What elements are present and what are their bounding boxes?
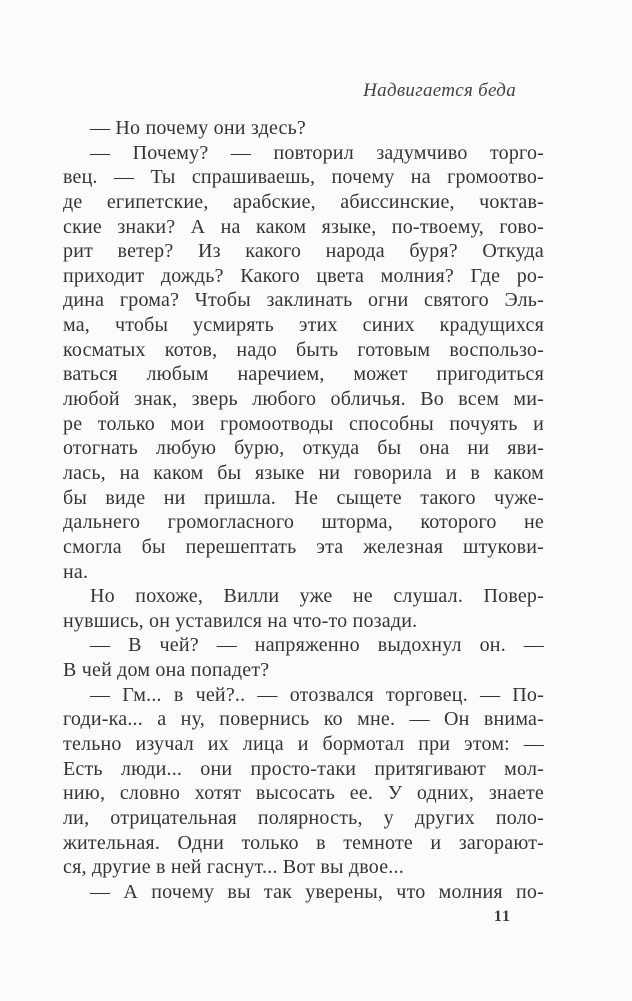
body-text [63,116,544,905]
text-line: рит ветер? Из какого народа буря? Откуда [63,240,544,263]
text-line: косматых котов, надо быть готовым воспользо- [63,338,544,361]
text-line: ма, чтобы усмирять этих синих крадущихся [63,314,544,337]
text-line: В чей дом она попадет? [63,659,270,682]
text-line: отогнать любую бурю, откуда бы она ни яви- [63,437,544,460]
page-number: 11 [493,908,511,925]
text-line: — Но почему они здесь? [90,117,306,139]
text-line: бы виде ни пришла. Не сыщете такого чуже- [63,486,544,509]
text-line: смогла бы перешептать эта железная штукови- [63,535,544,558]
running-header: Надвигается беда [363,80,516,101]
text-line: жительная. Одни только в темноте и загорают- [63,831,544,854]
text-line: ся, другие в ней гаснут... Вот вы двое... [63,856,404,879]
text-line: — В чей? — напряженно выдохнул он. — [90,634,544,657]
text-line: ские знаки? А на каком языке, по-твоему, гово- [63,215,544,238]
text-line: — Гм... в чей?.. — отозвался торговец. — По- [90,683,544,706]
text-line: нувшись, он уставился на что-то позади. [63,609,418,632]
text-line: любой знак, зверь любого обличья. Во всем ми- [63,388,544,411]
text-line: ли, отрицательная полярность, у других поло- [63,806,544,829]
text-line: — А почему вы так уверены, что молния по- [90,880,544,903]
text-line: дальнего громогласного шторма, которого не [63,511,544,534]
text-line: на. [63,560,89,583]
text-line: Есть люди... они просто-таки притягивают мол- [63,757,544,780]
text-line: — Почему? — повторил задумчиво торго- [90,141,544,164]
text-line: лась, на каком бы языке ни говорила и в каком [63,461,544,484]
text-line: тельно изучал их лица и бормотал при этом: — [63,733,544,756]
text-line: дина грома? Чтобы заклинать огни святого Эль- [63,289,544,312]
text-line: де египетские, арабские, абиссинские, чоктав- [63,190,544,213]
text-line: нию, словно хотят высосать ее. У одних, знаете [63,782,544,805]
text-line: ре только мои громоотводы способны почуять и [63,412,544,435]
text-line: приходит дождь? Какого цвета молния? Где ро- [63,264,544,287]
text-line: годи-ка... а ну, повернись ко мне. — Он внима- [63,708,544,731]
text-line: вец. — Ты спрашиваешь, почему на громоотво- [63,166,544,189]
text-line: Но похоже, Вилли уже не слушал. Повер- [90,585,544,608]
text-line: ваться любым наречием, может пригодиться [63,363,544,386]
